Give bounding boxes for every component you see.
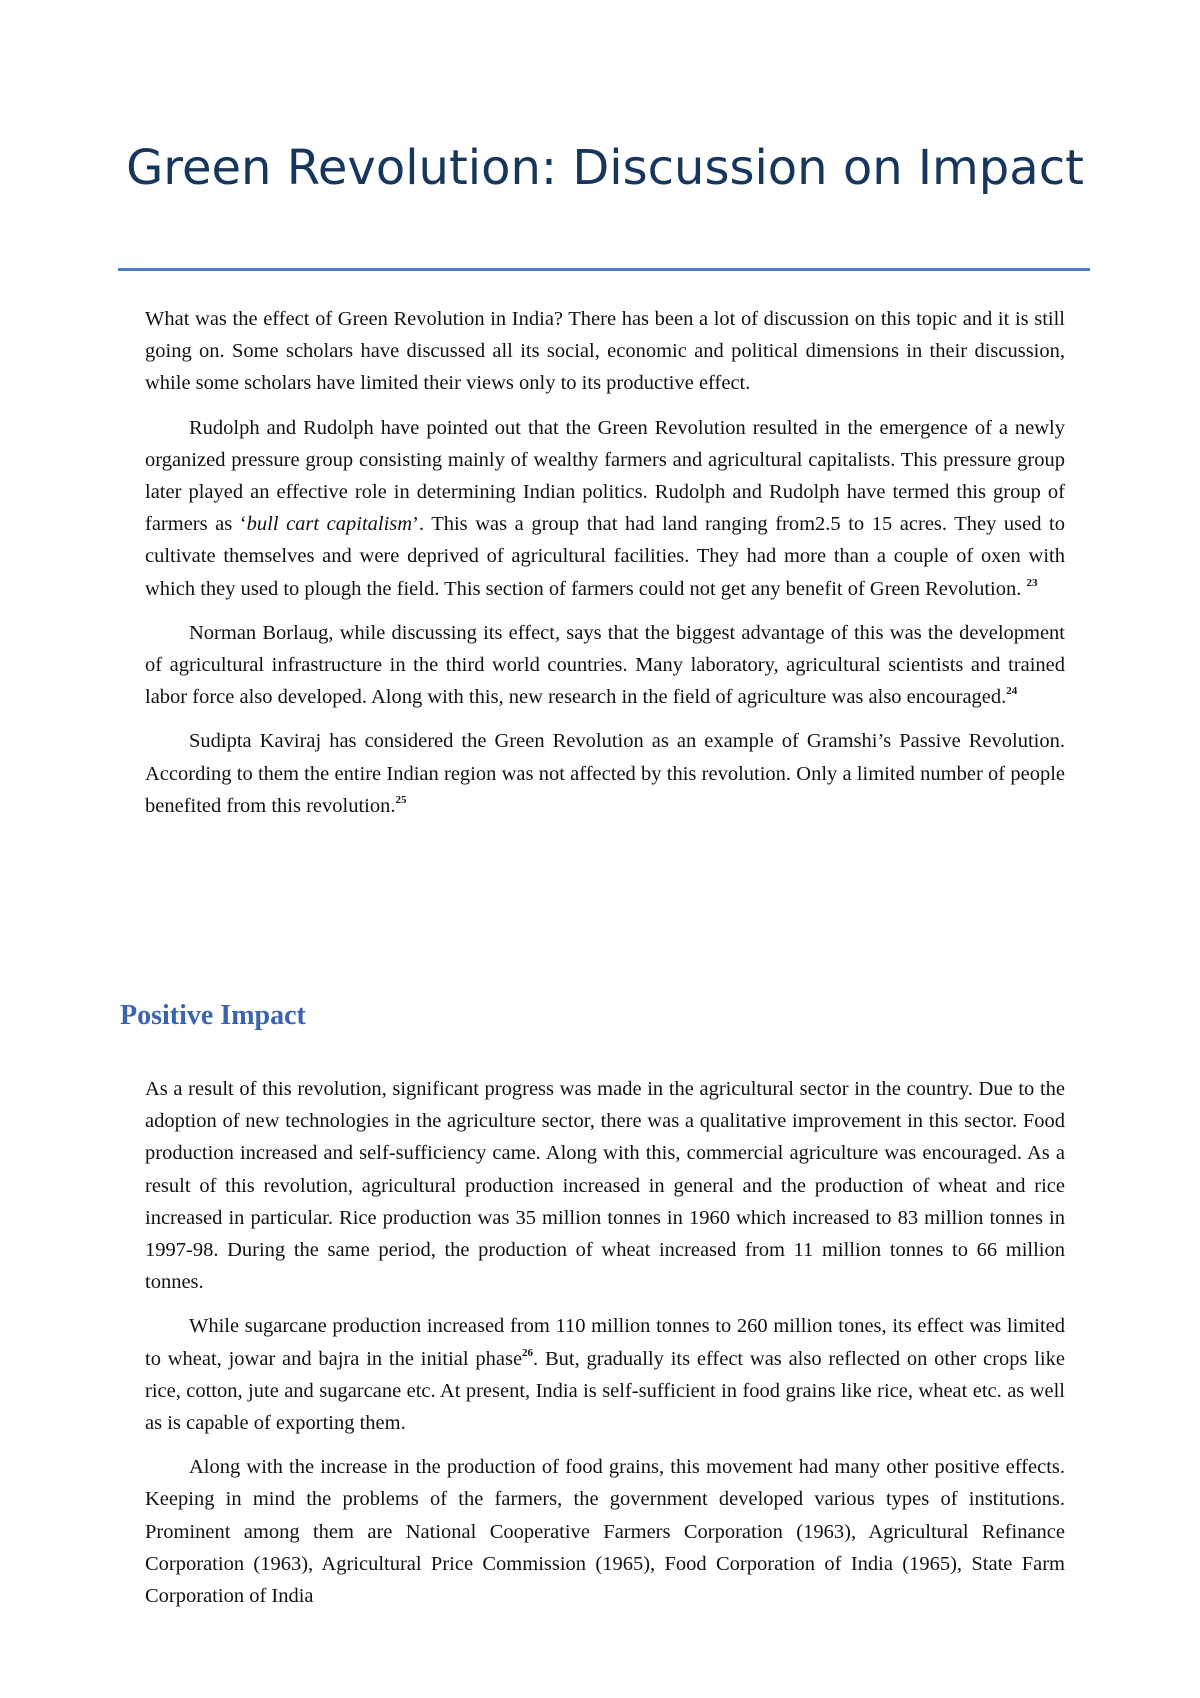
- paragraph-borlaug: [145, 617, 1065, 714]
- paragraph-progress: [145, 1073, 1065, 1298]
- paragraph-text: . But, gradually its effect was also reflected on other crops like rice, cotton, jute and sugarcane etc. At present, India is self-sufficient in food grains like rice, wheat etc. as well as is capable of exporting them.: [145, 1347, 1065, 1435]
- paragraph-sugarcane: [145, 1310, 1065, 1439]
- paragraph-text: ’. This was a group that had land ranging from2.5 to 15 acres. They used to cultivate themselves and were deprived of agricultural facilities. They had more than a couple of oxen with which they used to plough the field. This section of farmers could not get any benefit of Green Revolution.: [145, 513, 1065, 600]
- paragraph-text: Along with the increase in the production of food grains, this movement had many other positive effects. Keeping in mind the problems of the farmers, the government developed various types of institutions. Prominent among them are National Cooperative Farmers Corporation (1963), Agricultural Refinance Corporation (1963), Agricultural Price Commission (1965), Food Corporation of India (1965), State Farm Corporation of India: [145, 1456, 1065, 1608]
- paragraph-text: Sudipta Kaviraj has considered the Green Revolution as an example of Gramshi’s Passive Revolution. According to them the entire Indian region was not affected by this revolution. Only a limited number of people benefited from this revolution.: [145, 730, 1065, 817]
- footnote-ref-23[interactable]: 23: [1026, 576, 1038, 589]
- paragraph-institutions: [145, 1451, 1065, 1612]
- title-underline-rule: [118, 268, 1090, 271]
- footnote-ref-26[interactable]: 26: [522, 1346, 534, 1359]
- paragraph-text: What was the effect of Green Revolution in India? There has been a lot of discussion on this topic and it is still going on. Some scholars have discussed all its social, economic and political dimensions in their discussion, while some scholars have limited their views only to its productive effect.: [145, 308, 1065, 395]
- paragraph-text: While sugarcane production increased from 110 million tonnes to 260 million tones, its effect was limited to wheat, jowar and bajra in the initial phase: [145, 1315, 1065, 1370]
- paragraph-rudolph: [145, 412, 1065, 605]
- paragraph-effect-question: [145, 303, 1065, 400]
- paragraph-text: Norman Borlaug, while discussing its effect, says that the biggest advantage of this was the development of agricultural infrastructure in the third world countries. Many laboratory, agricultural scientists and trained labor force also developed. Along with this, new research in the field of agriculture was also encouraged.: [145, 621, 1065, 709]
- footnote-ref-25[interactable]: 25: [395, 793, 407, 806]
- document-title: Green Revolution: Discussion on Impact: [126, 140, 1084, 196]
- footnote-ref-24[interactable]: 24: [1006, 685, 1018, 698]
- section-heading-positive-impact: Positive Impact: [120, 1000, 306, 1031]
- italic-term: bull cart capitalism: [246, 513, 413, 536]
- positive-impact-section: [145, 1073, 1065, 1624]
- paragraph-text: As a result of this revolution, significant progress was made in the agricultural sector in the country. Due to the adoption of new technologies in the agriculture sector, there was a qualitative improvement in this sector. Food production increased and self-sufficiency came. Along with this, commercial agriculture was encouraged. As a result of this revolution, agricultural production increased in general and the production of wheat and rice increased in particular. Rice production was 35 million tonnes in 1960 which increased to 83 million tonnes in 1997-98. During the same period, the production of wheat increased from 11 million tonnes to 66 million tonnes.: [145, 1078, 1065, 1294]
- paragraph-kaviraj: [145, 725, 1065, 822]
- paragraph-text: Rudolph and Rudolph have pointed out that the Green Revolution resulted in the emergence of a newly organized pressure group consisting mainly of wealthy farmers and agricultural capitalists. This pressure group later played an effective role in determining Indian politics. Rudolph and Rudolph have termed this group of farmers as ‘: [145, 416, 1065, 536]
- intro-section: [145, 303, 1065, 834]
